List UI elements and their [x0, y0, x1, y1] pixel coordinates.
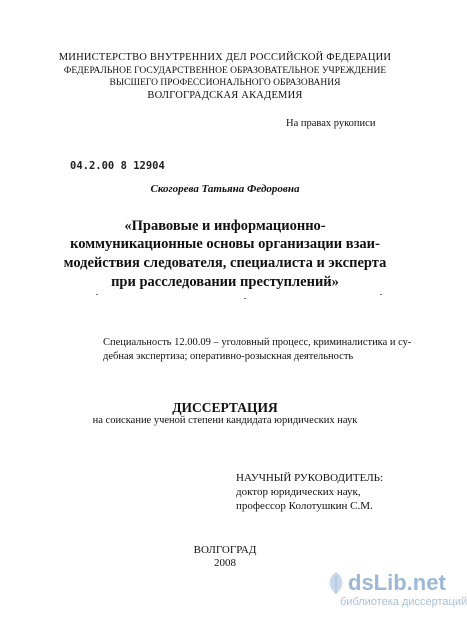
supervisor-degree: доктор юридических наук, [236, 486, 361, 498]
institution-line-1: ФЕДЕРАЛЬНОЕ ГОСУДАРСТВЕННОЕ ОБРАЗОВАТЕЛЬНОЕ УЧРЕЖДЕНИЕ [63, 66, 387, 76]
academy-name: ВОЛГОГРАДСКАЯ АКАДЕМИЯ [147, 90, 303, 101]
supervisor-name: профессор Колотушкин С.М. [236, 500, 373, 512]
author-name: Скогорева Татьяна Федоровна [150, 183, 300, 195]
scan-speck [380, 294, 382, 295]
leaf-logo-icon [325, 570, 347, 596]
title-line-3: модействия следователя, специалиста и эксперта [63, 255, 387, 271]
watermark-brand: dsLib.net [348, 570, 446, 595]
document-type: ДИССЕРТАЦИЯ [172, 400, 278, 415]
scan-speck [244, 298, 246, 299]
degree-line: на соискание ученой степени кандидата юридических наук [92, 415, 358, 426]
city: ВОЛГОГРАД [193, 544, 257, 556]
rights-note: На правах рукописи [286, 118, 376, 129]
watermark-subtitle: библиотека диссертаций [340, 596, 467, 608]
specialty-line-1: Специальность 12.00.09 – уголовный процесс, криминалистика и су- [103, 337, 412, 348]
title-line-1: «Правовые и информационно- [124, 218, 326, 234]
specialty-line-2: дебная экспертиза; оперативно-розыскная деятельность [103, 351, 354, 362]
supervisor-heading: НАУЧНЫЙ РУКОВОДИТЕЛЬ: [236, 472, 384, 484]
scan-speck [96, 294, 98, 295]
title-line-4: при расследовании преступлений» [111, 274, 339, 290]
registration-number: 04.2.00 8 12904 [70, 160, 165, 172]
institution-line-2: ВЫСШЕГО ПРОФЕССИОНАЛЬНОГО ОБРАЗОВАНИЯ [109, 78, 341, 88]
year: 2008 [214, 557, 236, 569]
title-line-2: коммуникационные основы организации взаи- [70, 236, 380, 252]
ministry-name: МИНИСТЕРСТВО ВНУТРЕННИХ ДЕЛ РОССИЙСКОЙ ФЕДЕРАЦИИ [58, 52, 392, 63]
